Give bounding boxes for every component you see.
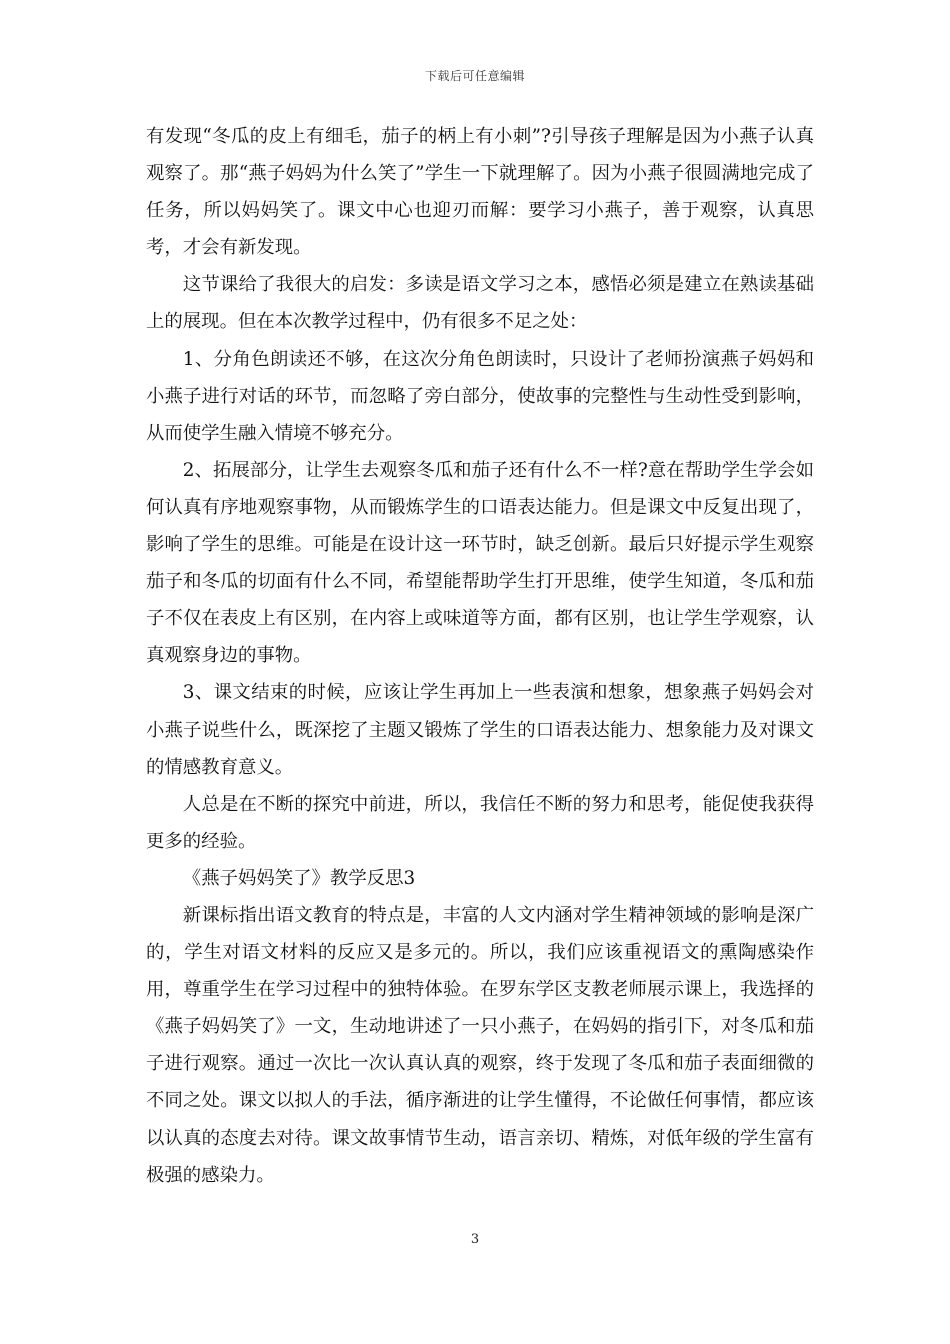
page-number: 3 [470, 1232, 480, 1247]
paragraph-point-1: 1、分角色朗读还不够，在这次分角色朗读时，只设计了老师扮演燕子妈妈和小燕子进行对话的环节，而忽略了旁白部分，使故事的完整性与生动性受到影响，从而使学生融入情境不够充分。 [146, 348, 814, 444]
paragraph-inspiration: 这节课给了我很大的启发：多读是语文学习之本，感悟必须是建立在熟读基础上的展现。但在本次教学过程中，仍有很多不足之处： [146, 274, 814, 333]
paragraph-conclusion: 人总是在不断的探究中前进，所以，我信任不断的努力和思考，能促使我获得更多的经验。 [146, 793, 814, 852]
section-heading: 《燕子妈妈笑了》教学反思3 [182, 867, 416, 889]
paragraph-continuation: 有发现“冬瓜的皮上有细毛，茄子的柄上有小刺”?引导孩子理解是因为小燕子认真观察了。那“燕子妈妈为什么笑了”学生一下就理解了。因为小燕子很圆满地完成了任务，所以妈妈笑了。课文中心也迎刃而解：要学习小燕子，善于观察，认真思考，才会有新发现。 [146, 126, 814, 259]
page-header: 下载后可任意编辑 [424, 69, 525, 83]
paragraph-point-3: 3、课文结束的时候，应该让学生再加上一些表演和想象，想象燕子妈妈会对小燕子说些什么，既深挖了主题又锻炼了学生的口语表达能力、想象能力及对课文的情感教育意义。 [146, 682, 814, 778]
paragraph-new-section: 新课标指出语文教育的特点是，丰富的人文内涵对学生精神领域的影响是深广的，学生对语文材料的反应又是多元的。所以，我们应该重视语文的熏陶感染作用，尊重学生在学习过程中的独特体验。在罗东学区支教老师展示课上，我选择的《燕子妈妈笑了》一文，生动地讲述了一只小燕子，在妈妈的指引下，对冬瓜和茄子进行观察。通过一次比一次认真认真的观察，终于发现了冬瓜和茄子表面细微的不同之处。课文以拟人的手法，循序渐进的让学生懂得，不论做任何事情，都应该以认真的态度去对待。课文故事情节生动，语言亲切、精炼，对低年级的学生富有极强的感染力。 [146, 904, 814, 1186]
page-body [146, 118, 814, 1194]
paragraph-point-2: 2、拓展部分，让学生去观察冬瓜和茄子还有什么不一样?意在帮助学生学会如何认真有序地观察事物，从而锻炼学生的口语表达能力。但是课文中反复出现了，影响了学生的思维。可能是在设计这一环节时，缺乏创新。最后只好提示学生观察茄子和冬瓜的切面有什么不同，希望能帮助学生打开思维，使学生知道，冬瓜和茄子不仅在表皮上有区别，在内容上或味道等方面，都有区别，也让学生学观察，认真观察身边的事物。 [146, 459, 814, 667]
